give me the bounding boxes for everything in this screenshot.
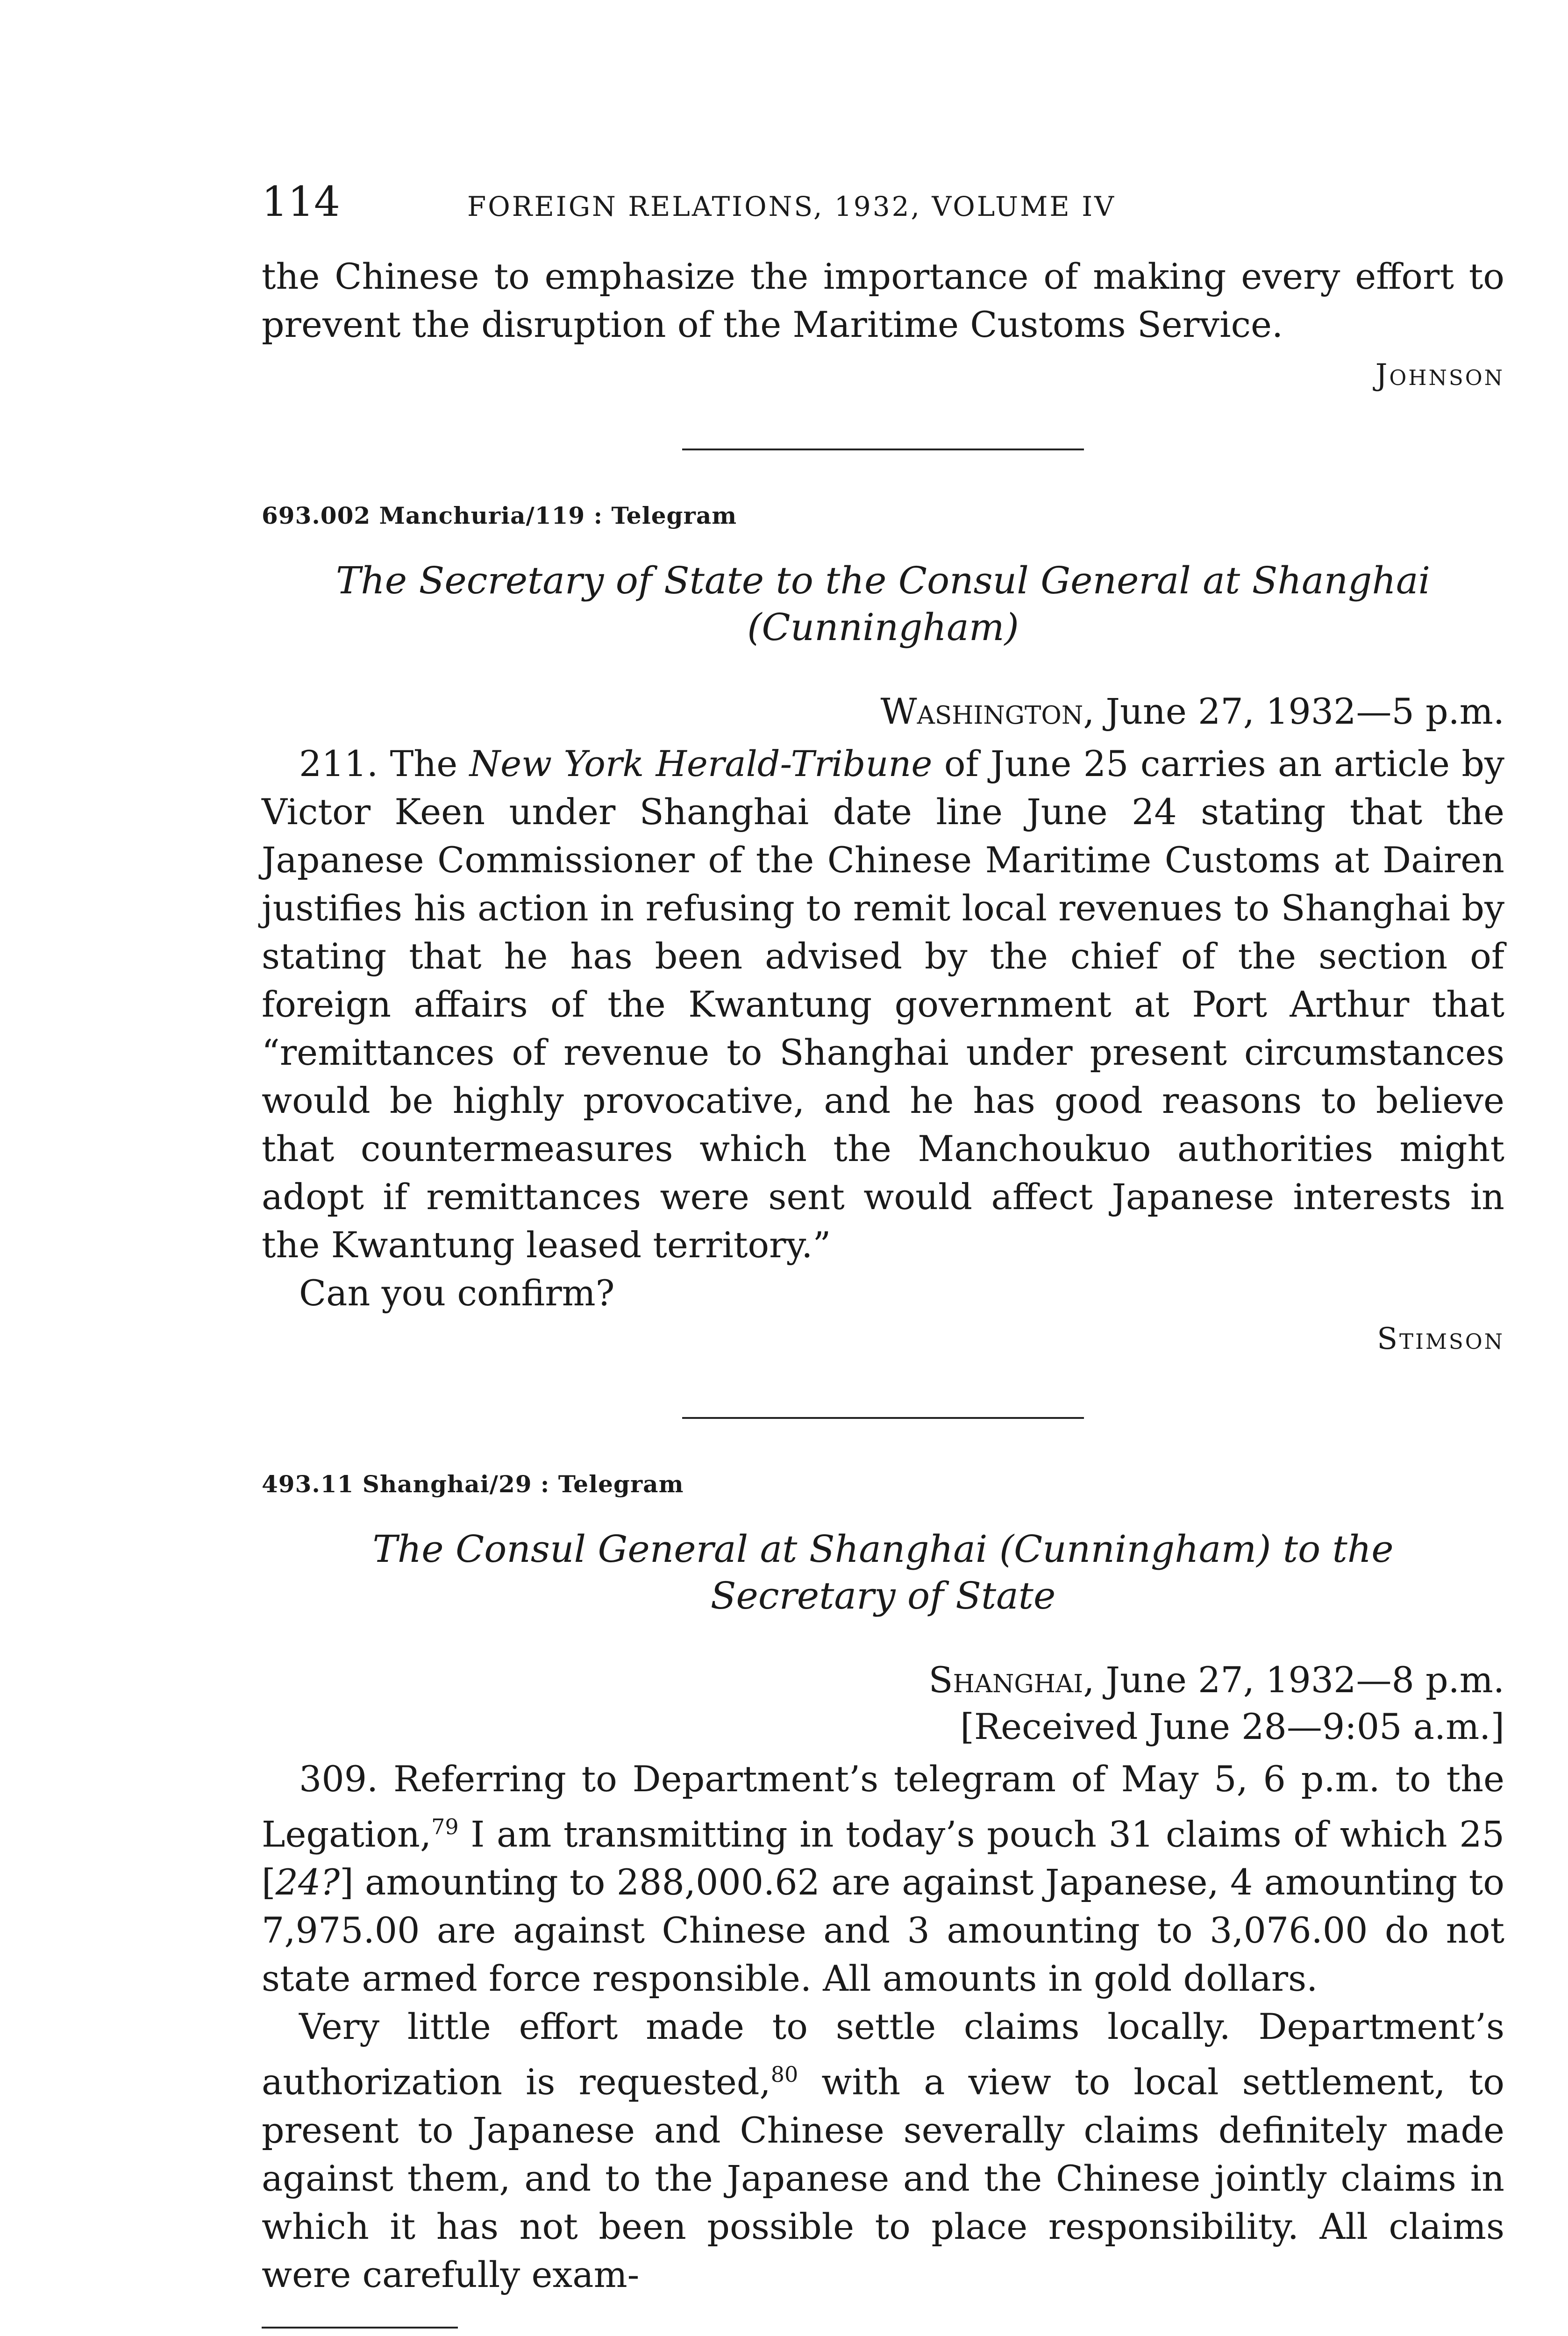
document-title [262,557,1504,651]
footnote-marker: 79 [431,1814,459,1839]
document-title-line: Secretary of State [710,1574,1056,1617]
paragraph-text: with a view to local settlement, to present to Japanese and Chinese severally claims definitely made against them, and to the Japanese and the Chinese jointly claims in which it has not been possible to place responsibility. All claims were carefully exam- [262,2061,1504,2295]
file-reference: 493.11 Shanghai/29 : Telegram [262,1470,684,1498]
received-line: [Received June 28—9:05 a.m.] [960,1706,1504,1747]
document-title-line: The Secretary of State to the Consul General at Shanghai [335,559,1431,602]
page-number: 114 [262,178,340,226]
footnote-marker: 80 [770,2062,798,2087]
continuation-paragraph: the Chinese to emphasize the importance of making every effort to prevent the disruption of the Maritime Customs Service. [262,256,1504,345]
paragraph-text: of June 25 carries an article by Victor Keen under Shanghai date line June 24 stating that the Japanese Commissioner of the Chinese Maritime Customs at Dairen justifies his action in refusing to remit local revenues to Shanghai by stating that he has been advised by the chief of the section of foreign affairs of the Kwantung government at Port Arthur that “remittances of revenue to Shanghai under present circumstances would be highly provocative, and he has good reasons to believe that countermeasures which the Manchoukuo authorities might adopt if remittances were sent would affect Japanese interests in the Kwantung leased territory.” [262,743,1504,1266]
dateline-date: , June 27, 1932—8 p.m. [1083,1659,1504,1701]
newspaper-title: New York Herald-Tribune [469,743,933,784]
paragraph-text: 309. Referring to Department’s telegram of May 5, 6 p.m. to the Legation, [262,1758,1504,1855]
signature-stimson: Stimson [1377,1322,1504,1356]
running-head [262,178,1504,234]
dateline-place: Shanghai [928,1659,1083,1701]
signature-johnson: Johnson [1375,358,1504,392]
dateline-place: Washington [880,691,1083,732]
document-title-line: The Consul General at Shanghai (Cunningham) to the [372,1527,1394,1571]
paragraph-text: ] amounting to 288,000.62 are against Japanese, 4 amounting to 7,975.00 are against Chinese and 3 amounting to 3,076.00 do not state armed force responsible. All amounts in gold dollars. [262,1861,1504,2000]
document-title-line: (Cunningham) [747,605,1019,649]
file-reference: 693.002 Manchuria/119 : Telegram [262,502,737,529]
footnote-divider [262,2327,458,2329]
bracketed-correction: 24? [275,1861,340,1903]
dateline [262,688,1504,735]
paragraph-text: Very little effort made to settle claims locally. Department’s authorization is requested, [262,2006,1504,2103]
telegram-paragraph [262,2002,1504,2298]
paragraph-text: 211. The [299,743,470,784]
running-title: FOREIGN RELATIONS, 1932, VOLUME IV [467,191,1116,222]
dateline-date: , June 27, 1932—5 p.m. [1083,691,1504,732]
document-title [262,1526,1504,1619]
paragraph-text: I am transmitting in today’s pouch 31 claims of which 25 [ [262,1813,1504,1903]
telegram-paragraph: Can you confirm? [299,1272,615,1314]
dateline [262,1657,1504,1703]
telegram-paragraph [262,1755,1504,2002]
section-divider [682,1417,1084,1419]
document-page [262,178,1504,2336]
telegram-paragraph [262,740,1504,1269]
section-divider [682,449,1084,450]
